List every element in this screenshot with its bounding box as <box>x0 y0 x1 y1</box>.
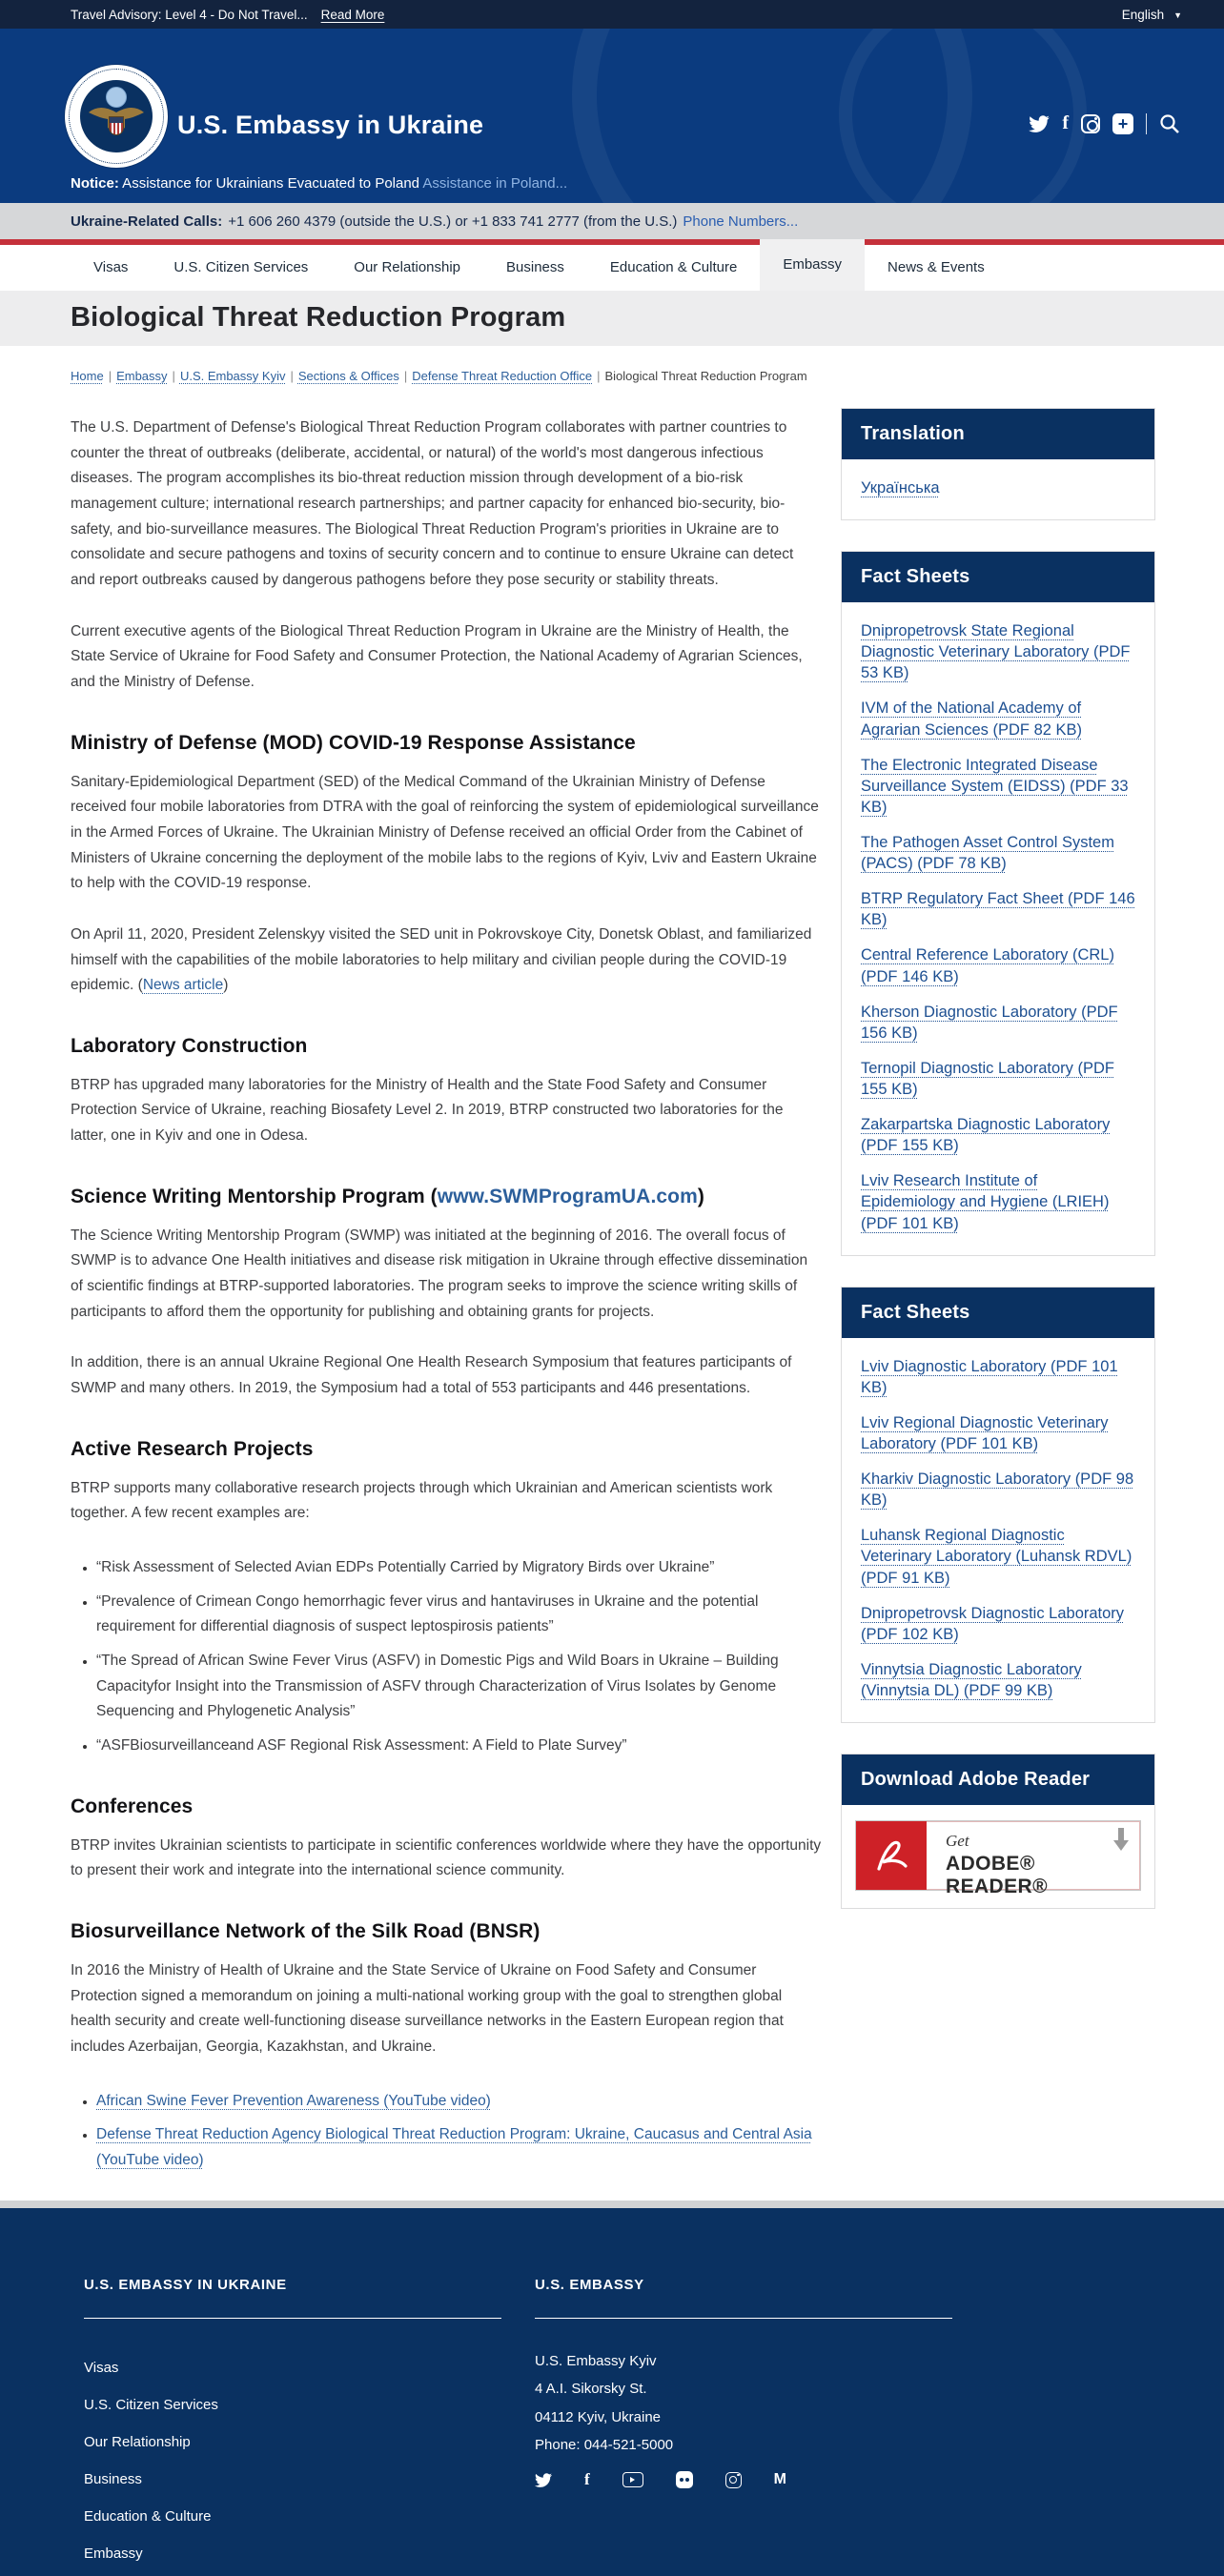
footer-link-citizen-services[interactable]: U.S. Citizen Services <box>84 2397 218 2414</box>
footer-address-line: 4 A.I. Sikorsky St. <box>535 2381 647 2398</box>
twitter-icon[interactable] <box>1029 115 1050 132</box>
flickr-icon[interactable] <box>676 2471 693 2488</box>
notice-label: Notice: <box>71 175 119 192</box>
footer-column-us-embassy <box>535 2277 952 2576</box>
nav-item-visas[interactable]: Visas <box>93 259 129 275</box>
travel-advisory-bar <box>0 0 1224 29</box>
bnsr-paragraph: In 2016 the Ministry of Health of Ukraine and the State Service of Ukraine on Food Safety and Consumer Protection signed a memorandum on joining a multi-national working group with the goal to strengthen global health security and create well-functioning disease surveillance networks in the Eastern European region that includes Azerbaijan, Georgia, Kazakhstan, and Ukraine. <box>71 1961 784 2055</box>
section-heading-laboratory-construction: Laboratory Construction <box>71 1034 308 1057</box>
list-item: • “ASFBiosurveillanceand ASF Regional Risk Assessment: A Field to Plate Survey” <box>96 1734 822 1759</box>
fact-sheet-link[interactable]: Kharkiv Diagnostic Laboratory (PDF 98 KB) <box>861 1471 1134 1510</box>
lab-paragraph: BTRP has upgraded many laboratories for the Ministry of Health and the State Food Safety and Consumer Protection Service of Ukraine, reaching Biosafety Level 2. In 2019, BTRP constructed two laboratories for the latter, one in Kyiv and one in Odesa. <box>71 1076 784 1145</box>
badge-reader-label: ADOBE® READER® <box>946 1853 1048 1898</box>
breadcrumb-dtro[interactable]: Defense Threat Reduction Office <box>412 369 593 383</box>
footer-link-education-culture[interactable]: Education & Culture <box>84 2508 212 2525</box>
title-band <box>0 291 1224 346</box>
list-item <box>96 2122 822 2173</box>
research-projects-list <box>71 1555 822 1759</box>
fact-sheet-link[interactable]: BTRP Regulatory Fact Sheet (PDF 146 KB) <box>861 890 1135 929</box>
article-content <box>71 416 822 2201</box>
site-title: U.S. Embassy in Ukraine <box>177 111 484 139</box>
fact-sheet-link[interactable]: Central Reference Laboratory (CRL) (PDF 146 KB) <box>861 946 1114 985</box>
instagram-icon[interactable] <box>725 2472 742 2488</box>
notice-link[interactable]: Assistance in Poland... <box>422 175 568 192</box>
fact-sheet-link[interactable]: The Pathogen Asset Control System (PACS) (PDF 78 KB) <box>861 833 1114 873</box>
nav-item-business[interactable]: Business <box>506 259 564 275</box>
mod-paragraph-2: On April 11, 2020, President Zelenskyy visited the SED unit in Pokrovskoye City, Donetsk Oblast, and familiarized himself with the capabilities of the mobile laboratories to help military and civilian people during the COVID-19 epidemic. (News article) <box>71 925 812 994</box>
fact-sheets-box-1 <box>841 551 1155 1256</box>
nav-item-embassy[interactable]: Embassy <box>760 239 865 291</box>
section-heading-swmp: Science Writing Mentorship Program (www.SWMProgramUA.com) <box>71 1185 704 1207</box>
facebook-icon[interactable]: f <box>1062 112 1069 133</box>
list-item: • “Risk Assessment of Selected Avian EDPs Potentially Carried by Migratory Birds over Ukraine” <box>96 1555 822 1581</box>
nav-item-news-events[interactable]: News & Events <box>887 259 985 275</box>
fact-sheet-link[interactable]: Lviv Research Institute of Epidemiology and Hygiene (LRIEH) (PDF 101 KB) <box>861 1172 1110 1232</box>
mod-paragraph-1: Sanitary-Epidemiological Department (SED) of the Medical Command of the Ukrainian Ministry of Defense received four mobile laboratories from DTRA with the goal of reinforcing the system of epidemiological surveillance in the Armed Forces of Ukraine. The Ukrainian Ministry of Defense received an official Order from the Cabinet of Ministers of Ukraine concerning the deployment of the mobile labs to the regions of Kyiv, Lviv and Eastern Ukraine to help with the COVID-19 response. <box>71 773 819 892</box>
breadcrumb-sections-offices[interactable]: Sections & Offices <box>297 369 399 383</box>
news-article-link[interactable]: News article <box>142 977 224 994</box>
calls-label: Ukraine-Related Calls: <box>71 213 223 230</box>
fact-sheets-box-title: Fact Sheets <box>842 1288 1154 1338</box>
fact-sheets-box-title: Fact Sheets <box>842 552 1154 602</box>
footer-address-line: U.S. Embassy Kyiv <box>535 2352 657 2369</box>
language-label: English <box>1121 7 1165 22</box>
breadcrumb-embassy[interactable]: Embassy <box>116 369 168 383</box>
fact-sheet-link[interactable]: Dnipropetrovsk State Regional Diagnostic Veterinary Laboratory (PDF 53 KB) <box>861 622 1131 682</box>
calls-text: +1 606 260 4379 (outside the U.S.) or +1 833 741 2777 (from the U.S.) <box>228 213 678 230</box>
research-paragraph: BTRP supports many collaborative research projects through which Ukrainian and American scientists work together. A few recent examples are: <box>71 1479 773 1522</box>
intro-paragraph-1: The U.S. Department of Defense's Biological Threat Reduction Program collaborates with partner countries to counter the threat of outbreaks (deliberate, accidental, or natural) of the world's most dangerous infectious diseases. The program accomplishes its bio-threat reduction mission through development of a bio-risk management culture; international research partnerships; and partner capacity for enhanced bio-security, bio-safety, and bio-surveillance measures. The Biological Threat Reduction Program's priorities in Ukraine are to consolidate and secure pathogens and toxins of security concern and to continue to ensure Ukraine can detect and report outbreaks caused by dangerous pathogens before they pose security or stability threats. <box>71 419 794 588</box>
fact-sheet-link[interactable]: Lviv Diagnostic Laboratory (PDF 101 KB) <box>861 1357 1118 1396</box>
header-watermark <box>572 29 972 203</box>
page-title: Biological Threat Reduction Program <box>71 302 566 333</box>
swmp-website-link[interactable]: www.SWMProgramUA.com <box>437 1185 698 1207</box>
fact-sheet-link[interactable]: Ternopil Diagnostic Laboratory (PDF 155 KB) <box>861 1059 1114 1098</box>
section-heading-mod: Ministry of Defense (MOD) COVID-19 Response Assistance <box>71 731 636 754</box>
header-divider <box>1146 113 1147 134</box>
site-header <box>0 29 1224 203</box>
get-adobe-reader-button[interactable] <box>855 1820 1141 1898</box>
phone-numbers-link[interactable]: Phone Numbers... <box>683 213 799 230</box>
embassy-seal <box>65 65 168 168</box>
swmp-paragraph-2: In addition, there is an annual Ukraine Regional One Health Research Symposium that features participants of SWMP and many others. In 2019, the Symposium had a total of 553 participants and 446 presentations. <box>71 1354 792 1397</box>
adobe-reader-box <box>841 1754 1155 1909</box>
translation-box <box>841 408 1155 520</box>
asf-video-link[interactable]: African Swine Fever Prevention Awareness (YouTube video) <box>96 2092 491 2109</box>
conferences-paragraph: BTRP invites Ukrainian scientists to participate in scientific conferences worldwide where they have the opportunity to present their work and integrate into the international science community. <box>71 1836 822 1879</box>
acrobat-logo-icon <box>856 1821 927 1890</box>
nav-item-our-relationship[interactable]: Our Relationship <box>354 259 461 275</box>
fact-sheet-link[interactable]: Zakarpartska Diagnostic Laboratory (PDF 155 KB) <box>861 1116 1111 1155</box>
breadcrumb-home[interactable]: Home <box>71 369 104 383</box>
breadcrumb: Home | Embassy | U.S. Embassy Kyiv | Sections & Offices | Defense Threat Reduction Office | Biological Threat Reduction Program <box>71 369 807 383</box>
footer-social-icons <box>535 2470 952 2489</box>
calls-bar <box>0 203 1224 239</box>
fact-sheet-link[interactable]: Lviv Regional Diagnostic Veterinary Laboratory (PDF 101 KB) <box>861 1413 1109 1452</box>
bnsr-video-list <box>71 2089 822 2174</box>
nav-item-citizen-services[interactable]: U.S. Citizen Services <box>173 259 309 275</box>
fact-sheet-link[interactable]: The Electronic Integrated Disease Surveillance System (EIDSS) (PDF 33 KB) <box>861 756 1129 816</box>
travel-advisory-text: Travel Advisory: Level 4 - Do Not Travel... <box>71 7 308 22</box>
language-selector[interactable] <box>1122 8 1182 22</box>
footer-link-embassy[interactable]: Embassy <box>84 2546 143 2563</box>
chevron-down-icon: ▼ <box>1173 10 1182 20</box>
read-more-link[interactable]: Read More <box>320 7 385 22</box>
intro-paragraph-2: Current executive agents of the Biological Threat Reduction Program in Ukraine are the Ministry of Health, the State Service of Ukraine for Food Safety and Consumer Protection, the National Academy of Agrarian Sciences, and the Ministry of Defense. <box>71 622 803 690</box>
fact-sheet-link[interactable]: Dnipropetrovsk Diagnostic Laboratory (PDF 102 KB) <box>861 1604 1125 1643</box>
footer-column-embassy-in-ukraine <box>84 2277 501 2576</box>
seal-shield <box>109 116 124 135</box>
search-icon[interactable] <box>1159 113 1180 134</box>
fact-sheet-link[interactable]: Kherson Diagnostic Laboratory (PDF 156 KB) <box>861 1003 1118 1042</box>
fact-sheet-link[interactable]: Vinnytsia Diagnostic Laboratory (Vinnytsia DL) (PDF 99 KB) <box>861 1660 1082 1699</box>
notice-bar <box>71 175 567 192</box>
translation-box-title: Translation <box>842 409 1154 459</box>
breadcrumb-current: Biological Threat Reduction Program <box>604 369 807 383</box>
list-item: • “Prevalence of Crimean Congo hemorrhagic fever virus and hantaviruses in Ukraine and the potential requirement for differential diagnosis of suspect leptospirosis patients” <box>96 1590 822 1640</box>
plus-icon[interactable]: + <box>1112 113 1133 134</box>
section-heading-bnsr: Biosurveillance Network of the Silk Road (BNSR) <box>71 1919 541 1942</box>
dtra-video-link[interactable]: Defense Threat Reduction Agency Biological Threat Reduction Program: Ukraine, Caucasus and Central Asia (YouTube video) <box>96 2126 812 2168</box>
footer-address-line: 04112 Kyiv, Ukraine <box>535 2408 662 2425</box>
fact-sheets-box-2 <box>841 1287 1155 1723</box>
fact-sheet-link[interactable]: Luhansk Regional Diagnostic Veterinary Laboratory (Luhansk RDVL) (PDF 91 KB) <box>861 1527 1132 1587</box>
instagram-icon[interactable] <box>1081 114 1100 133</box>
download-arrow-icon <box>1112 1828 1130 1853</box>
fact-sheet-link[interactable]: IVM of the National Academy of Agrarian Sciences (PDF 82 KB) <box>861 700 1083 739</box>
list-item: • “The Spread of African Swine Fever Virus (ASFV) in Domestic Pigs and Wild Boars in Ukraine – Building Capacityfor Insight into the Transmission of ASFV through Characterization of Virus Isolates by Genome Sequencing and Phylogenetic Analysis” <box>96 1649 822 1725</box>
footer-link-visas[interactable]: Visas <box>84 2360 119 2377</box>
translation-link-ukrainian[interactable]: Українська <box>861 479 940 497</box>
facebook-icon[interactable]: f <box>584 2470 590 2489</box>
nav-item-education-culture[interactable]: Education & Culture <box>609 259 738 275</box>
footer-heading: U.S. EMBASSY <box>535 2276 644 2293</box>
sidebar <box>841 408 1155 1939</box>
main-nav <box>0 245 1224 291</box>
badge-get-label: Get <box>946 1832 969 1851</box>
footer-link-our-relationship[interactable]: Our Relationship <box>84 2434 191 2451</box>
footer-heading: U.S. EMBASSY IN UKRAINE <box>84 2276 287 2293</box>
medium-icon[interactable]: M <box>773 2471 785 2488</box>
site-footer <box>0 2201 1224 2576</box>
section-heading-active-research: Active Research Projects <box>71 1437 314 1460</box>
youtube-icon[interactable] <box>622 2472 643 2487</box>
notice-text: Assistance for Ukrainians Evacuated to Poland <box>118 175 423 192</box>
list-item <box>96 2089 822 2115</box>
footer-link-business[interactable]: Business <box>84 2471 142 2488</box>
footer-phone: Phone: 044-521-5000 <box>535 2437 674 2454</box>
section-heading-conferences: Conferences <box>71 1795 194 1817</box>
adobe-box-title: Download Adobe Reader <box>842 1755 1154 1805</box>
twitter-icon[interactable] <box>535 2473 552 2487</box>
breadcrumb-embassy-kyiv[interactable]: U.S. Embassy Kyiv <box>179 369 286 383</box>
swmp-paragraph-1: The Science Writing Mentorship Program (SWMP) was initiated at the beginning of 2016. The overall focus of SWMP is to advance One Health initiatives and disease risk mitigation in Ukraine through effective dissemination of scientific findings at BTRP-supported laboratories. The program seeks to improve the science writing skills of participants to afford them the opportunity for publishing and obtaining grants for projects. <box>71 1227 808 1320</box>
